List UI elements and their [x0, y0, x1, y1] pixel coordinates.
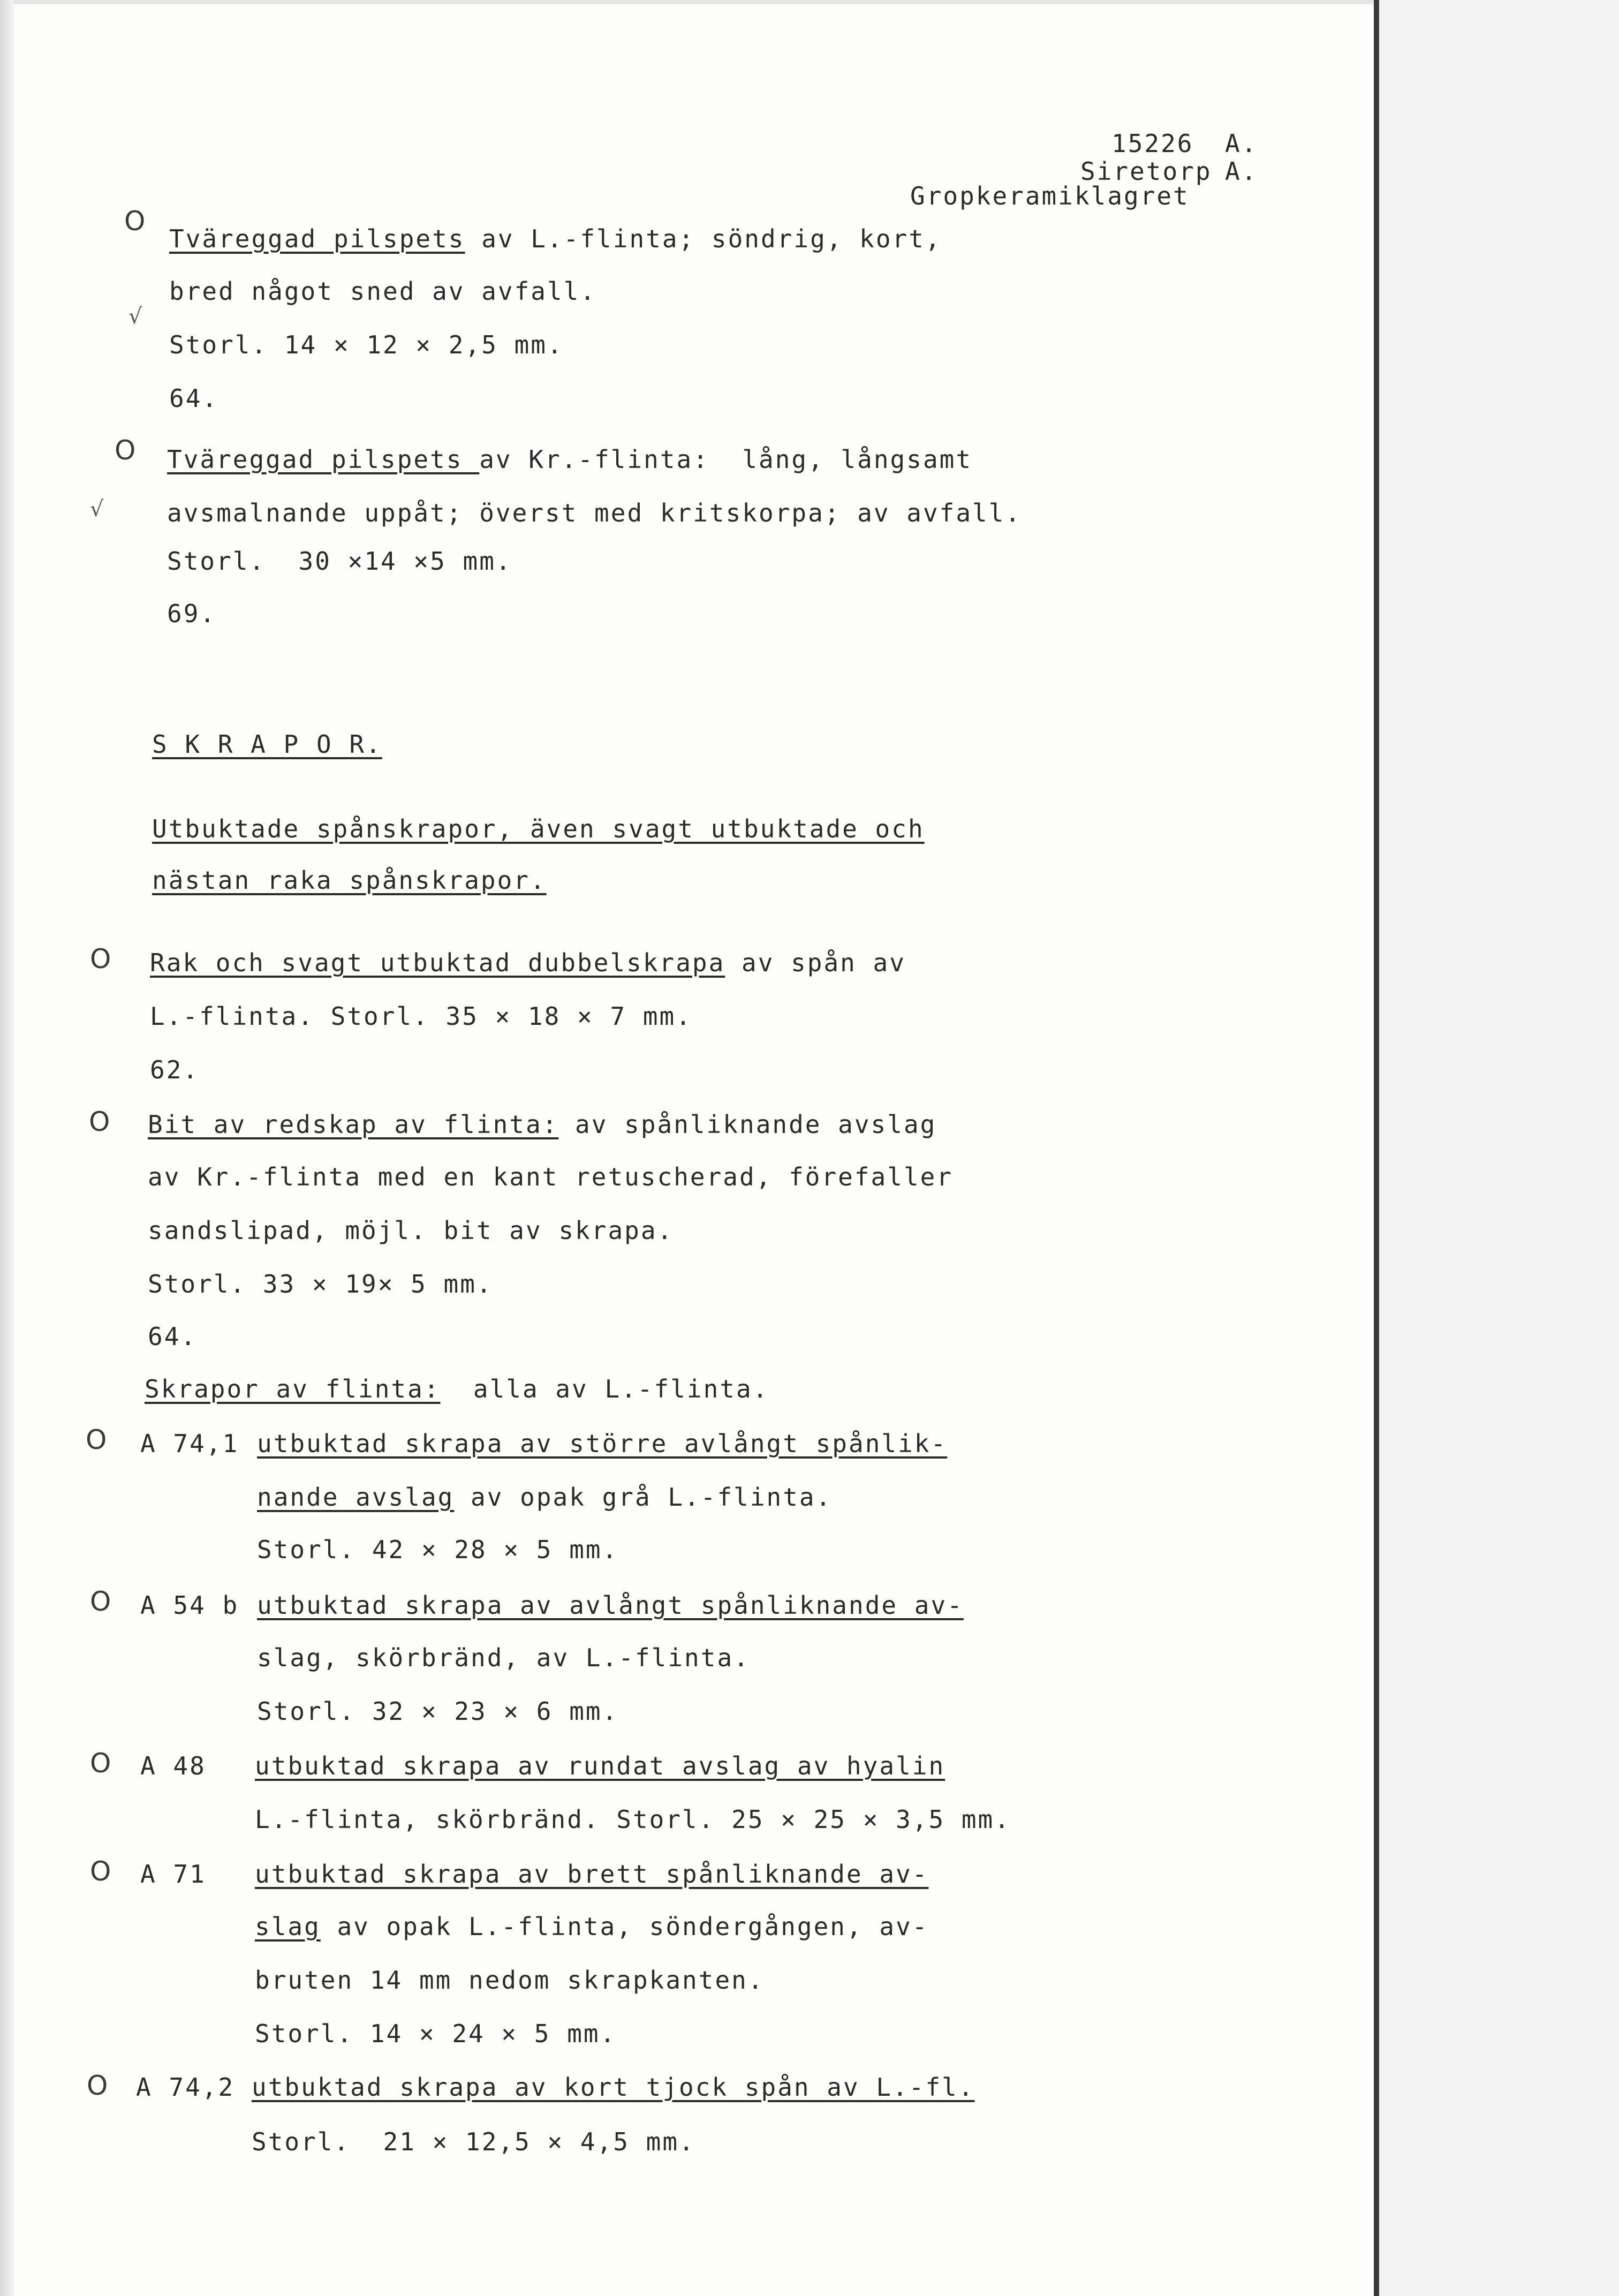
- item-text: av opak L.-flinta, söndergången, av-: [320, 1912, 929, 1941]
- item-line-4: Storl. 14 × 24 × 5 mm.: [255, 2019, 617, 2048]
- item-title: utbuktad skrapa av avlångt spånliknande av-: [257, 1591, 964, 1620]
- page-margin-right: [1379, 0, 1619, 2296]
- subheading-line-2: nästan raka spånskrapor.: [152, 866, 547, 895]
- entry-2-line-3: Storl. 30 ×14 ×5 mm.: [167, 547, 512, 576]
- entry-2-line-1: [167, 444, 972, 474]
- item-title: utbuktad skrapa av större avlångt spånlik-: [257, 1429, 948, 1458]
- entry-1-title: Tväreggad pilspets: [169, 224, 465, 253]
- entry-4-text: av spånliknande avslag: [558, 1110, 937, 1139]
- site-name: Siretorp: [1080, 157, 1212, 186]
- item-line-2: L.-flinta, skörbränd. Storl. 25 × 25 × 3,5 mm.: [255, 1805, 1011, 1834]
- entry-1-line-1: [169, 224, 942, 254]
- catalog-suffix-1: A.: [1225, 129, 1258, 158]
- page-right-edge: [1374, 0, 1379, 2296]
- circle-mark: O: [89, 1106, 110, 1137]
- item-line-2: Storl. 21 × 12,5 × 4,5 mm.: [252, 2127, 695, 2156]
- entry-2-line-4: 69.: [167, 599, 217, 628]
- entry-1-line-2: bred något sned av avfall.: [169, 277, 597, 306]
- entry-3-line-2: L.-flinta. Storl. 35 × 18 × 7 mm.: [150, 1002, 692, 1031]
- item-text: av opak grå L.-flinta.: [454, 1483, 833, 1512]
- circle-mark: O: [90, 1856, 111, 1887]
- circle-mark: O: [90, 943, 111, 975]
- catalog-suffix-2: A.: [1225, 157, 1258, 186]
- entry-3-line-3: 62.: [150, 1055, 200, 1084]
- entry-3-text: av spån av: [725, 948, 906, 977]
- circle-mark: O: [87, 2070, 108, 2101]
- entry-1-text: av L.-flinta; söndrig, kort,: [465, 224, 942, 253]
- item-line-3: bruten 14 mm nedom skrapkanten.: [255, 1966, 765, 1995]
- page-left-shadow: [0, 0, 14, 2296]
- item-code: A 74,2: [136, 2073, 235, 2102]
- entry-4-line-1: [148, 1109, 936, 1139]
- item-code: A 71: [140, 1860, 206, 1889]
- entry-4-line-5: 64.: [148, 1322, 198, 1351]
- check-mark: √: [128, 304, 142, 329]
- item-underlined: slag: [255, 1912, 321, 1941]
- item-underlined: nande avslag: [257, 1483, 455, 1512]
- entry-4-title: Bit av redskap av flinta:: [148, 1110, 559, 1139]
- item-line-3: Storl. 32 × 23 × 6 mm.: [257, 1697, 619, 1726]
- scrapers-line: [145, 1374, 769, 1404]
- circle-mark: O: [115, 435, 136, 466]
- item-line-2: slag, skörbränd, av L.-flinta.: [257, 1643, 750, 1672]
- circle-mark: O: [124, 206, 146, 237]
- entry-4-line-2: av Kr.-flinta med en kant retuscherad, förefaller: [148, 1162, 954, 1191]
- item-line-2: [255, 1912, 928, 1942]
- catalog-number: 15226: [1111, 129, 1194, 158]
- entry-4-line-4: Storl. 33 × 19× 5 mm.: [148, 1270, 493, 1298]
- layer-name: Gropkeramiklagret: [910, 182, 1190, 210]
- item-line-3: Storl. 42 × 28 × 5 mm.: [257, 1535, 619, 1564]
- item-code: A 54 b: [140, 1591, 239, 1620]
- entry-4-line-3: sandslipad, möjl. bit av skrapa.: [148, 1216, 674, 1245]
- entry-2-text: av Kr.-flinta: lång, långsamt: [479, 445, 973, 474]
- entry-2-title: Tväreggad pilspets: [167, 445, 480, 474]
- circle-mark: O: [90, 1748, 111, 1779]
- entry-3-line-1: [150, 948, 906, 978]
- item-code: A 48: [140, 1751, 206, 1780]
- item-title: utbuktad skrapa av brett spånliknande av-: [255, 1860, 929, 1889]
- item-title: utbuktad skrapa av rundat avslag av hyalin: [255, 1751, 945, 1780]
- entry-2-line-2: avsmalnande uppåt; överst med kritskorpa; av avfall.: [167, 499, 1022, 527]
- entry-3-title: Rak och svagt utbuktad dubbelskrapa: [150, 948, 725, 977]
- subheading-line-1: Utbuktade spånskrapor, även svagt utbuktade och: [152, 814, 925, 843]
- item-line-2: [257, 1482, 832, 1512]
- entry-1-line-4: 64.: [169, 384, 219, 413]
- item-code: A 74,1: [140, 1429, 239, 1458]
- check-mark: √: [90, 497, 104, 522]
- item-title: utbuktad skrapa av kort tjock spån av L.-fl.: [252, 2073, 975, 2102]
- entry-1-line-3: Storl. 14 × 12 × 2,5 mm.: [169, 330, 564, 359]
- circle-mark: O: [90, 1586, 111, 1617]
- circle-mark: O: [86, 1424, 107, 1455]
- scrapers-title: Skrapor av flinta:: [145, 1374, 441, 1403]
- section-heading: S K R A P O R.: [152, 730, 382, 759]
- scrapers-note: alla av L.-flinta.: [440, 1374, 769, 1403]
